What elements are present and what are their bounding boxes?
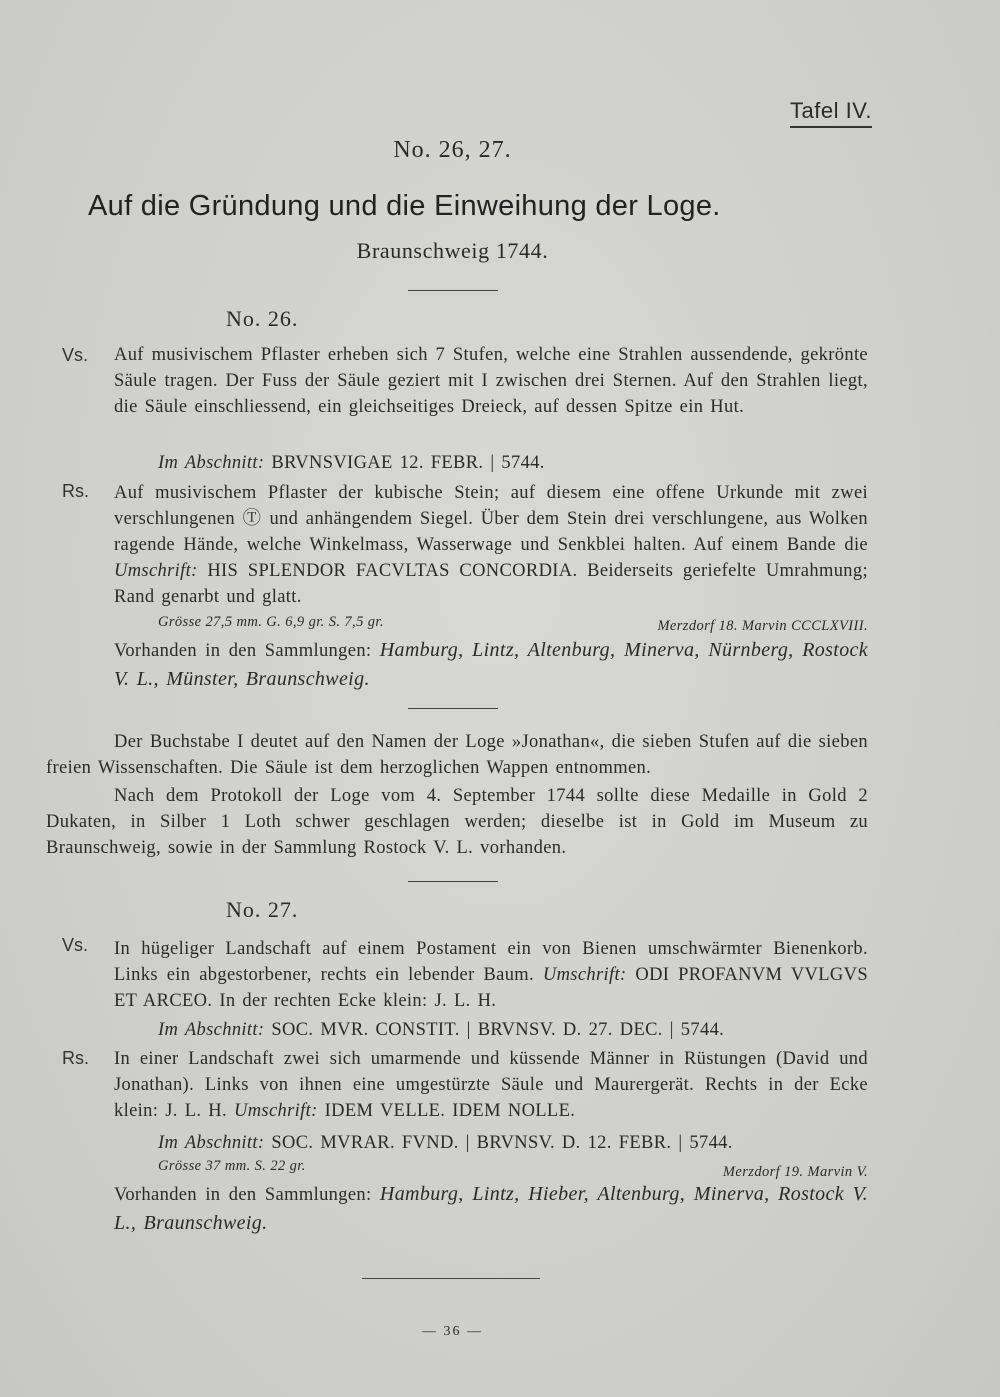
exergue-text: SOC. MVRAR. FVND. | BRVNSV. D. 12. FEBR. | 5744. <box>271 1133 733 1153</box>
exergue-text: SOC. MVR. CONSTIT. | BRVNSV. D. 27. DEC. | 5744. <box>271 1020 725 1040</box>
page-title: Auf die Gründung und die Einweihung der Loge. <box>88 190 721 222</box>
reverse-exergue-27 <box>158 1130 858 1156</box>
size-weight-26: Grösse 27,5 mm. G. 6,9 gr. S. 7,5 gr. <box>158 614 384 630</box>
reference-26: Merzdorf 18. Marvin CCCLXVIII. <box>657 618 868 634</box>
collections-label: Vorhanden in den Sammlungen: <box>114 641 372 661</box>
umschrift-label: Umschrift: <box>114 561 198 581</box>
umschrift-label: Umschrift: <box>542 965 627 985</box>
reverse-desc-26b: HIS SPLENDOR FACVLTAS CONCORDIA. Beiderseits geriefelte Umrahmung; Rand genarbt und glatt. <box>114 561 868 607</box>
collections-list: Hamburg, Lintz, Altenburg, Minerva, Nürnberg, Rostock V. L., Münster, Braunschweig. <box>114 639 868 690</box>
reverse-text-27 <box>114 1046 868 1124</box>
commentary-p1: Der Buchstabe I deutet auf den Namen der Loge »Jonathan«, die sieben Stufen auf die sieben freien Wissenschaften. Die Säule ist dem herzoglichen Wappen entnommen. <box>46 732 868 778</box>
heading-numbers: No. 26, 27. <box>393 137 512 163</box>
size-weight-27: Grösse 37 mm. S. 22 gr. <box>158 1158 306 1174</box>
obverse-label-27: Vs. <box>62 935 89 955</box>
obverse-desc-27b: ODI PROFANVM VVLGVS ET ARCEO. In der rechten Ecke klein: J. L. H. <box>114 965 868 1011</box>
obverse-exergue-26 <box>158 450 858 476</box>
commentary-p2: Nach dem Protokoll der Loge vom 4. September 1744 sollte diese Medaille in Gold 2 Dukaten, in Silber 1 Loth schwer geschlagen werden; dieselbe ist in Gold im Museum zu Braunschweig, sowie in der Sammlung Rostock V. L. vorhanden. <box>46 786 868 858</box>
obverse-text-26 <box>114 342 868 420</box>
obverse-text-27 <box>114 936 868 1014</box>
obverse-desc-26: Auf musivischem Pflaster erheben sich 7 Stufen, welche eine Strahlen aussendende, gekrönte Säule tragen. Der Fuss der Säule geziert mit I zwischen drei Sternen. Auf den Strahlen liegt, die Säule einschliessend, ein gleichseitiges Dreieck, auf dessen Spitze ein Hut. <box>114 345 868 417</box>
exergue-label: Im Abschnitt: <box>158 453 265 473</box>
reverse-desc-26: Auf musivischem Pflaster der kubische Stein; auf diesem eine offene Urkunde mit zwei verschlungenen Ⓣ und anhängendem Siegel. Über dem Stein drei verschlungene, aus Wolken ragende Hände, welche Winkelmass, Wasserwage und Senkblei halten. Auf einem Bande die <box>114 483 868 555</box>
exergue-label: Im Abschnitt: <box>158 1133 265 1153</box>
section-head-26: No. 26. <box>226 306 299 331</box>
obverse-label-26: Vs. <box>62 345 89 365</box>
exergue-label: Im Abschnitt: <box>158 1020 265 1040</box>
place-year: Braunschweig 1744. <box>356 238 549 263</box>
umschrift-label: Umschrift: <box>233 1101 318 1121</box>
collections-27 <box>114 1180 868 1238</box>
plate-label: Tafel IV. <box>790 98 872 128</box>
reverse-label-26: Rs. <box>62 481 89 501</box>
divider <box>408 708 498 709</box>
obverse-desc-27: In hügeliger Landschaft auf einem Postament ein von Bienen umschwärmter Bienenkorb. Links ein abgestorbener, rechts ein lebender Baum. <box>114 939 868 985</box>
collections-26 <box>114 636 868 694</box>
exergue-text: BRVNSVIGAE 12. FEBR. | 5744. <box>271 453 545 473</box>
divider <box>408 881 498 882</box>
reference-27: Merzdorf 19. Marvin V. <box>722 1164 868 1180</box>
section-head-27: No. 27. <box>226 897 299 922</box>
reverse-text-26 <box>114 480 868 610</box>
page-number: — 36 — <box>422 1324 483 1339</box>
obverse-exergue-27 <box>158 1017 858 1043</box>
divider <box>362 1278 540 1279</box>
collections-label: Vorhanden in den Sammlungen: <box>114 1185 372 1205</box>
reverse-desc-27b: IDEM VELLE. IDEM NOLLE. <box>324 1101 576 1121</box>
reverse-desc-27: In einer Landschaft zwei sich umarmende und küssende Männer in Rüstungen (David und Jonathan). Links von ihnen eine umgestürzte Säule und Maurergerät. Rechts in der Ecke klein: J. L. H. <box>114 1049 868 1121</box>
collections-list: Hamburg, Lintz, Hieber, Altenburg, Minerva, Rostock V. L., Braunschweig. <box>114 1183 868 1234</box>
divider <box>408 290 498 291</box>
reverse-label-27: Rs. <box>62 1048 89 1068</box>
